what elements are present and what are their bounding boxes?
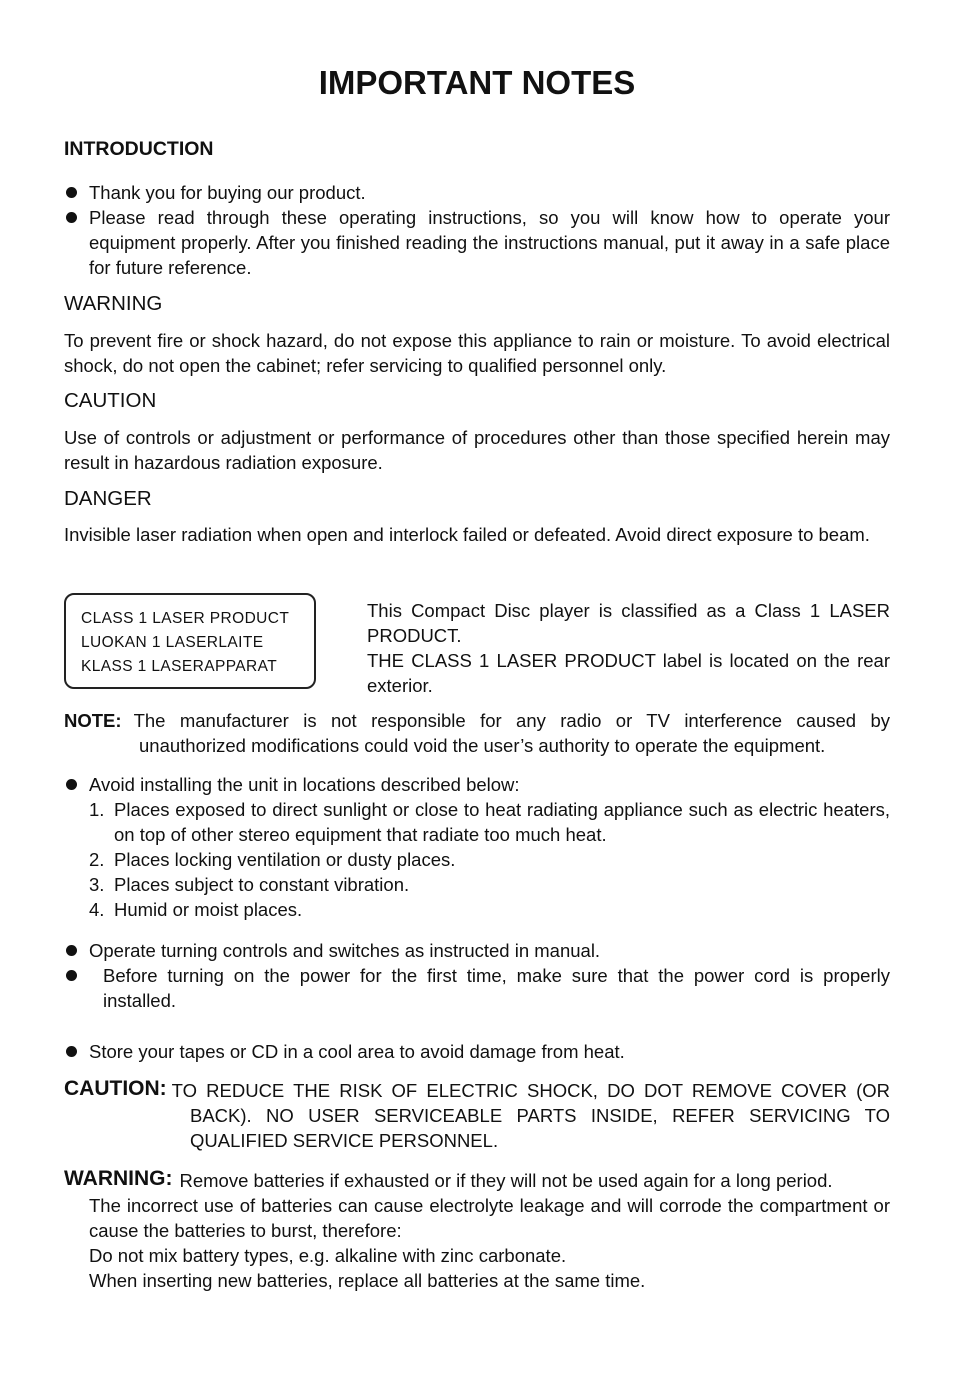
laser-label-line: KLASS 1 LASERAPPARAT [81,658,278,675]
note-line-2: unauthorized modifications could void the user’s authority to operate the equipment. [139,735,826,756]
caution-heading: CAUTION [64,389,157,412]
list-item: Operate turning controls and switches as instructed in manual. [64,938,890,963]
laser-description-1: This Compact Disc player is classified as a Class 1 LASER PRODUCT. [367,600,890,646]
bullet-icon [66,212,77,223]
storage-list [64,1039,890,1064]
list-item: Thank you for buying our product. [64,180,890,205]
list-item: Avoid installing the unit in locations described below: [64,772,890,797]
list-item: Before turning on the power for the first time, make sure that the power cord is properly installed. [64,963,890,1013]
bullet-icon [66,187,77,198]
introduction-heading: INTRODUCTION [64,138,214,160]
page-title: IMPORTANT NOTES [318,64,636,101]
install-list [64,772,890,797]
note-line-1: The manufacturer is not responsible for any radio or TV interference caused by [133,710,890,731]
list-item: 3. Places subject to constant vibration. [89,874,410,895]
install-locations-list [64,797,890,922]
bullet-icon [66,1046,77,1057]
warning-text: To prevent fire or shock hazard, do not expose this appliance to rain or moisture. To avoid electrical shock, do not open the cabinet; refer servicing to qualified personnel only. [64,330,890,376]
warning-batteries-line-4: When inserting new batteries, replace all batteries at the same time. [89,1270,646,1291]
laser-label-line: CLASS 1 LASER PRODUCT [81,610,290,627]
warning-heading: WARNING [64,292,163,315]
list-item: 4. Humid or moist places. [89,899,303,920]
laser-description [367,598,890,698]
danger-heading: DANGER [64,487,152,510]
warning-batteries-paragraph: The incorrect use of batteries can cause electrolyte leakage and will corrode the compartment or cause the batteries to burst, therefore: [89,1195,890,1241]
danger-text: Invisible laser radiation when open and interlock failed or defeated. Avoid direct exposure to beam. [64,524,870,545]
list-item: Please read through these operating instructions, so you will know how to operate your equipment properly. After you finished reading the instructions manual, put it away in a safe place for future reference. [64,205,890,280]
note-block [64,708,890,758]
caution-shock-label: CAUTION: [64,1077,167,1100]
list-item: Store your tapes or CD in a cool area to avoid damage from heat. [64,1039,890,1064]
list-item: 1. Places exposed to direct sunlight or close to heat radiating appliance such as electric heaters, on top of other stereo equipment that radiate too much heat. [89,799,890,845]
bullet-icon [66,779,77,790]
laser-label-line: LUOKAN 1 LASERLAITE [81,634,264,651]
laser-description-2: THE CLASS 1 LASER PRODUCT label is located on the rear exterior. [367,650,890,696]
warning-batteries-label: WARNING: [64,1167,173,1190]
warning-batteries-block [64,1166,890,1293]
caution-shock-rest: BACK). NO USER SERVICEABLE PARTS INSIDE, REFER SERVICING TO QUALIFIED SERVICE PERSONNEL. [190,1105,890,1151]
note-label: NOTE: [64,710,122,731]
list-item: 2. Places locking ventilation or dusty places. [89,849,456,870]
bullet-icon [66,945,77,956]
caution-shock-line-1: TO REDUCE THE RISK OF ELECTRIC SHOCK, DO DOT REMOVE COVER (OR [171,1080,890,1101]
laser-class-label [64,593,316,689]
operation-list [64,938,890,963]
caution-shock-block [64,1076,890,1153]
warning-batteries-line-1: Remove batteries if exhausted or if they will not be used again for a long period. [179,1170,833,1191]
bullet-icon [66,970,77,981]
warning-batteries-line-3: Do not mix battery types, e.g. alkaline with zinc carbonate. [89,1245,567,1266]
caution-text: Use of controls or adjustment or performance of procedures other than those specified herein may result in hazardous radiation exposure. [64,427,890,473]
power-list [64,963,890,1013]
introduction-list [64,180,890,280]
